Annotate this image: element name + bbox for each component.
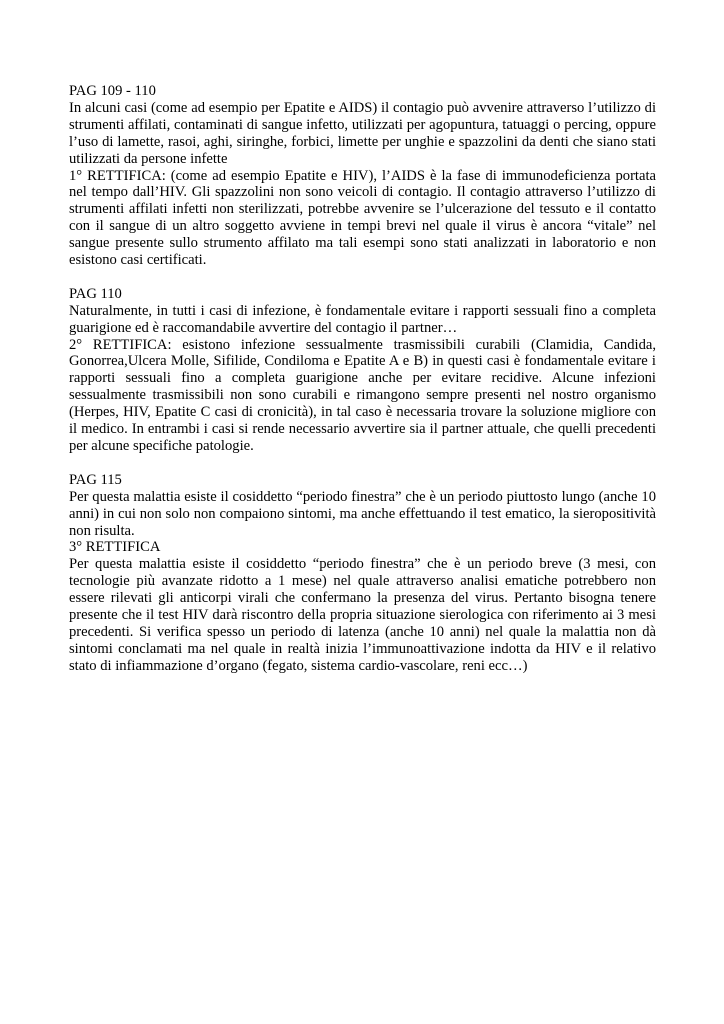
- correction-label: 3° RETTIFICA: [69, 539, 161, 556]
- correction-text: 2° RETTIFICA: esistono infezione sessualmente trasmissibili curabili (Clamidia, Candida, Gonorrea,Ulcera Molle, Sifilide, Condiloma e Epatite A e B) in questi casi è fondamentale evitare i rapporti sessuali fino a completa guarigione anche per evitare recidive. Alcune infezioni sessualmente trasmissibili non sono curabili e rimangono sempre presenti nel nostro organismo (Herpes, HIV, Epatite C casi di cronicità), in tal caso è necessaria trovare la soluzione migliore con il medico. In entrambi i casi si rende necessario avvertire sia il partner attuale, che quelli precedenti per alcune specifiche patologie.: [69, 336, 656, 455]
- section-heading: PAG 109 - 110: [69, 83, 156, 99]
- section-pag-109-110: [69, 83, 656, 269]
- correction-text: Per questa malattia esiste il cosiddetto “periodo finestra” che è un periodo breve (3 mesi, con tecnologie più avanzate ridotto a 1 mese) nel quale attraverso analisi ematiche potrebbero non essere rilevati gli anticorpi virali che confermano la presenza del virus. Pertanto bisogna tenere presente che il test HIV darà riscontro della propria situazione sierologica con riferimento ai 3 mesi precedenti. Si verifica spesso un periodo di latenza (anche 10 anni) nel quale la malattia non dà sintomi conclamati ma nel quale in realtà inizia l’immunoattivazione indotta da HIV e il relativo stato di infiammazione d’organo (fegato, sistema cardio-vascolare, reni ecc…): [69, 556, 656, 674]
- correction-text: 1° RETTIFICA: (come ad esempio Epatite e HIV), l’AIDS è la fase di immunodeficienza portata nel tempo dall’HIV. Gli spazzolini non sono veicoli di contagio. Il contagio attraverso l’utilizzo di strumenti affilati infetti non sterilizzati, potrebbe avvenire se l’ulcerazione del tessuto e il contatto con il sangue di un altro soggetto avviene in tempi brevi nel quale il virus è ancora “vitale” nel sangue presente sullo strumento affilato ma tali esempi sono stati analizzati in laboratorio e non esistono casi certificati.: [69, 167, 656, 269]
- document-page: [69, 83, 656, 692]
- original-text: Per questa malattia esiste il cosiddetto “periodo finestra” che è un periodo piuttosto lungo (anche 10 anni) in cui non solo non compaiono sintomi, ma anche effettuando il test ematico, la sieropositività non risulta.: [69, 488, 656, 539]
- original-text: Naturalmente, in tutti i casi di infezione, è fondamentale evitare i rapporti sessuali fino a completa guarigione ed è raccomandabile avvertire del contagio il partner…: [69, 302, 656, 336]
- section-pag-110: [69, 286, 656, 455]
- section-heading: PAG 110: [69, 285, 122, 302]
- section-pag-115: [69, 472, 656, 675]
- section-heading: PAG 115: [69, 471, 122, 488]
- original-text: In alcuni casi (come ad esempio per Epatite e AIDS) il contagio può avvenire attraverso l’utilizzo di strumenti affilati, contaminati di sangue infetto, utilizzati per agopuntura, tatuaggi o percing, oppure l’uso di lamette, rasoi, aghi, siringhe, forbici, limette per unghie e spazzolini da denti che siano stati utilizzati da persone infette: [69, 99, 656, 167]
